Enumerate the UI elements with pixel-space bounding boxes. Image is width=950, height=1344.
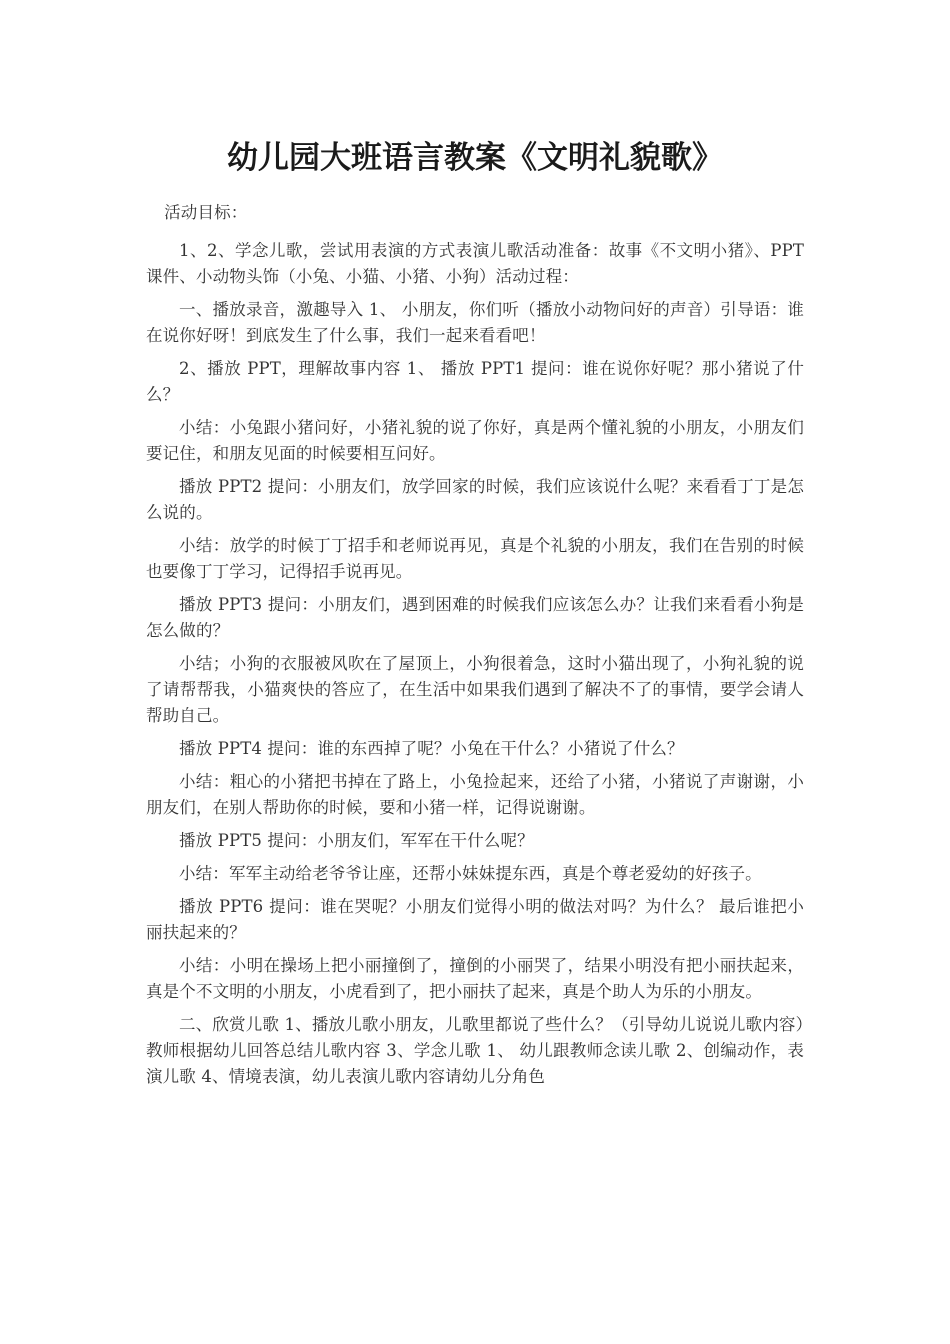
paragraph-5: 播放 PPT2 提问：小朋友们，放学回家的时候，我们应该说什么呢？来看看丁丁是怎么说的。 — [146, 477, 804, 522]
paragraph-8: 小结；小狗的衣服被风吹在了屋顶上，小狗很着急，这时小猫出现了，小狗礼貌的说了请帮帮我，小猫爽快的答应了，在生活中如果我们遇到了解决不了的事情，要学会请人帮助自己。 — [146, 654, 804, 725]
paragraph-12: 小结：军军主动给老爷爷让座，还帮小妹妹提东西，真是个尊老爱幼的好孩子。 — [179, 864, 762, 883]
paragraph-7: 播放 PPT3 提问：小朋友们，遇到困难的时候我们应该怎么办？让我们来看看小狗是怎么做的？ — [146, 595, 804, 640]
paragraph-14: 小结：小明在操场上把小丽撞倒了，撞倒的小丽哭了，结果小明没有把小丽扶起来，真是个不文明的小朋友，小虎看到了，把小丽扶了起来，真是个助人为乐的小朋友。 — [146, 956, 804, 1001]
paragraph-15: 二、欣赏儿歌 1、播放儿歌小朋友，儿歌里都说了些什么？（引导幼儿说说儿歌内容）教师根据幼儿回答总结儿歌内容 3、学念儿歌 1、 幼儿跟教师念读儿歌 2、创编动作，表演儿歌 4、情境表演，幼儿表演儿歌内容请幼儿分角色 — [146, 1015, 804, 1086]
paragraph-1: 1、2、学念儿歌，尝试用表演的方式表演儿歌活动准备：故事《不文明小猪》、PPT课件、小动物头饰（小兔、小猫、小猪、小狗）活动过程： — [146, 241, 804, 286]
document-body — [146, 200, 804, 1097]
paragraph-2: 一、播放录音，激趣导入 1、 小朋友，你们听（播放小动物问好的声音）引导语：谁在说你好呀！到底发生了什么事，我们一起来看看吧！ — [146, 300, 804, 345]
paragraph-13: 播放 PPT6 提问：谁在哭呢？小朋友们觉得小明的做法对吗？为什么？ 最后谁把小丽扶起来的？ — [146, 897, 804, 942]
paragraph-10: 小结：粗心的小猪把书掉在了路上，小兔捡起来，还给了小猪，小猪说了声谢谢，小朋友们，在别人帮助你的时候，要和小猪一样，记得说谢谢。 — [146, 772, 804, 817]
paragraph-9: 播放 PPT4 提问：谁的东西掉了呢？小兔在干什么？小猪说了什么？ — [179, 739, 684, 758]
paragraph-11: 播放 PPT5 提问：小朋友们，军军在干什么呢？ — [179, 831, 534, 850]
paragraph-3: 2、播放 PPT，理解故事内容 1、 播放 PPT1 提问：谁在说你好呢？那小猪说了什么？ — [146, 359, 804, 404]
paragraph-4: 小结：小兔跟小猪问好，小猪礼貌的说了你好，真是两个懂礼貌的小朋友，小朋友们要记住，和朋友见面的时候要相互问好。 — [146, 418, 804, 463]
page-title: 幼儿园大班语言教案《文明礼貌歌》 — [227, 140, 723, 176]
paragraph-6: 小结：放学的时候丁丁招手和老师说再见，真是个礼貌的小朋友，我们在告别的时候也要像丁丁学习，记得招手说再见。 — [146, 536, 804, 581]
paragraph-objectives-heading: 活动目标： — [164, 203, 248, 222]
